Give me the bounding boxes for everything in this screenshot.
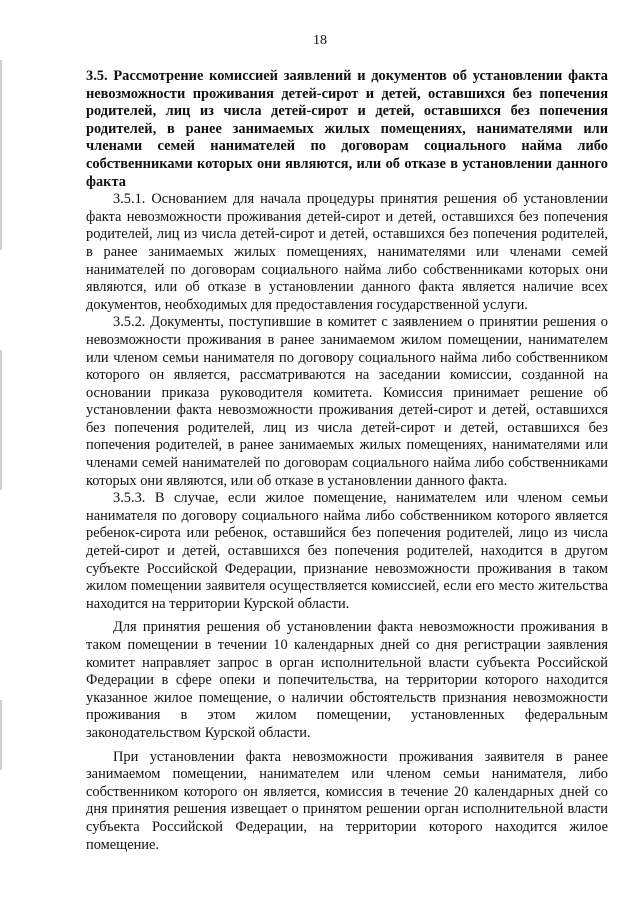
section-heading: 3.5. Рассмотрение комиссией заявлений и документов об установлении факта невозможности проживания детей-сирот и детей, оставшихся без попечения родителей, лиц из числа детей-сирот и детей, оставшихся без попечения родителей, в ранее занимаемых жилых помещениях, нанимателями или членами семей нанимателей по договорам социального найма либо собственниками которых они являются, или об отказе в установлении данного факта [86,68,608,190]
binding-mark-middle [0,350,2,490]
paragraph-request-procedure: Для принятия решения об установлении факта невозможности проживания в таком помещении в течении 10 календарных дней со дня регистрации заявления комитет направляет запрос в орган исполнительной власти субъекта Российской Федерации в сфере опеки и попечительства, на территории которого находится указанное жилое помещение, о наличии обстоятельств признания невозможности проживания в этом жилом помещении, установленных федеральным законодательством Курской области. [86,619,608,741]
paragraph-3-5-2: 3.5.2. Документы, поступившие в комитет с заявлением о принятии решения о невозможности проживания в ранее занимаемом жилом помещении, нанимателем или членом семьи нанимателя по договору социального найма либо собственником которого он является, рассматриваются на заседании комиссии, созданной на основании приказа руководителя комитета. Комиссия принимает решение об установлении факта невозможности проживания детей-сирот и детей, оставшихся без попечения родителей, лиц из числа детей-сирот и детей, оставшихся без попечения родителей, в ранее занимаемых жилых помещениях, нанимателями или членами семей нанимателей по договорам социального найма либо собственниками которых они являются, или об отказе в установлении данного факта. [86,314,608,489]
binding-mark-top [0,60,2,250]
paragraph-3-5-3: 3.5.3. В случае, если жилое помещение, нанимателем или членом семьи нанимателя по договору социального найма либо собственником которого является ребенок-сирота или ребенок, оставшийся без попечения родителей, лицо из числа детей-сирот и детей, оставшихся без попечения родителей, находится в другом субъекте Российской Федерации, признание невозможности проживания в таком жилом помещении заявителя осуществляется комиссией, если его место жительства находится на территории Курской области. [86,490,608,612]
paragraph-3-5-1: 3.5.1. Основанием для начала процедуры принятия решения об установлении факта невозможности проживания детей-сирот и детей, оставшихся без попечения родителей, лиц из числа детей-сирот и детей, оставшихся без попечения родителей, в ранее занимаемых жилых помещениях, нанимателями или членами семей нанимателей по договорам социального найма либо собственниками которых они являются, или об отказе в установлении данного факта является наличие всех документов, необходимых для предоставления государственной услуги. [86,191,608,313]
paragraph-notification: При установлении факта невозможности проживания заявителя в ранее занимаемом помещении, нанимателем или членом семьи нанимателя, либо собственником которого он является, комиссия в течение 20 календарных дней со дня принятия решения извещает о принятом решении орган исполнительной власти субъекта Российской Федерации, на территории которого находится жилое помещение. [86,748,608,853]
page-number: 18 [313,33,327,48]
binding-mark-bottom [0,700,2,770]
document-body [86,68,608,854]
